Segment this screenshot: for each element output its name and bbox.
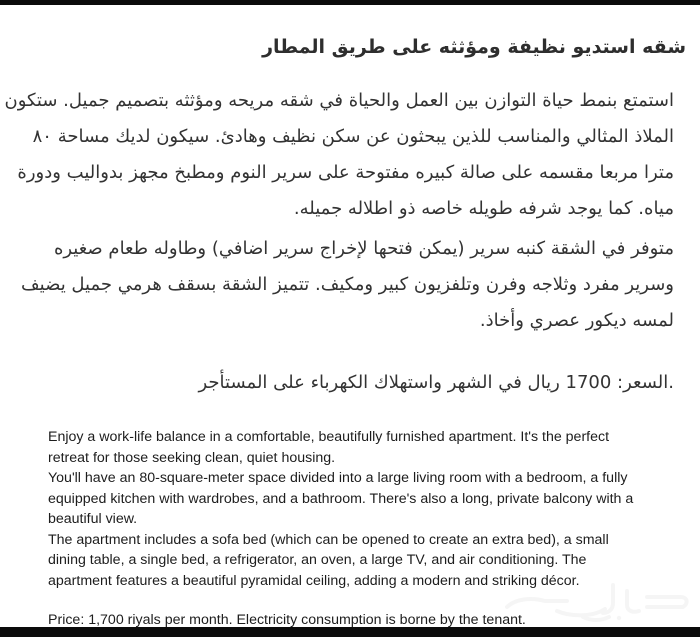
english-paragraph-1: Enjoy a work-life balance in a comfortable, beautifully furnished apartment. It's the perfect retreat for those seeking clean, quiet housing. xyxy=(48,429,610,466)
arabic-paragraph-1: استمتع بنمط حياة التوازن بين العمل والحياة في شقه مريحه ومؤثثه بتصميم جميل. ستكون الملاذ المثالي والمناسب للذين يبحثون عن سكن نظيف وهادئ. سيكون لديك مساحة ٨٠ مترا مربعا مقسمه على صالة كبيره مفتوحة على سرير النوم ومطبخ مجهز بدواليب ودورة مياه. كما يوجد شرفه طويله خاصه ذو اطلاله جميله. xyxy=(4,90,674,219)
english-paragraph-3: The apartment includes a sofa bed (which can be opened to create an extra bed), a small dining table, a single bed, a refrigerator, an oven, a large TV, and air conditioning. The apartment features a beautiful pyramidal ceiling, adding a modern and striking décor. xyxy=(48,531,609,589)
listing-page xyxy=(0,5,700,627)
bottom-edge-bar xyxy=(0,627,700,637)
english-description xyxy=(48,427,648,627)
page-title: شقه استديو نظيفة ومؤثثه على طريق المطار xyxy=(262,36,686,58)
arabic-paragraph-2: متوفر في الشقة كنبه سرير (يمكن فتحها لإخراج سرير اضافي) وطاوله طعام صغيره وسرير مفرد وثلاجه وفرن وتلفزيون كبير ومكيف. تتميز الشقة بسقف هرمي جميل يضيف لمسه ديكور عصري وأخاذ. xyxy=(21,238,674,331)
top-edge-bar xyxy=(0,0,700,5)
arabic-description xyxy=(0,83,700,401)
english-price-line: Price: 1,700 riyals per month. Electricity consumption is borne by the tenant. xyxy=(48,612,526,627)
arabic-price-line: .السعر: 1700 ريال في الشهر واستهلاك الكهرباء على المستأجر xyxy=(198,372,674,393)
english-paragraph-2: You'll have an 80-square-meter space divided into a large living room with a bedroom, a fully equipped kitchen with wardrobes, and a bathroom. There's also a long, private balcony with a beautiful view. xyxy=(48,470,634,527)
